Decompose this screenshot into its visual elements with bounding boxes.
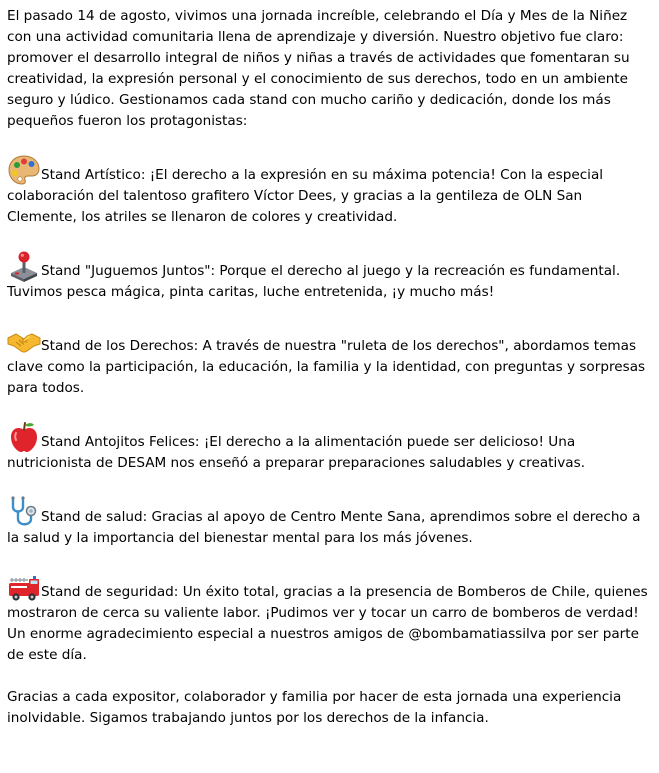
stand-text: Stand Artístico: ¡El derecho a la expresión en su máxima potencia! Con la especial colaboración del talentoso grafitero Víctor Dees, y gracias a la gentileza de OLN San Clemente, los atriles se llenaron de colores y creatividad.: [7, 167, 604, 225]
fire-engine-icon: [7, 570, 41, 604]
stand-artistico: [7, 153, 652, 228]
stand-text: Stand de seguridad: Un éxito total, gracias a la presencia de Bomberos de Chile, quienes mostraron de cerca su valiente labor. ¡Pudimos ver y tocar un carro de bomberos de verdad! Un enorme agradecimiento especial a nuestros amigos de @bombamatiassilva por ser parte de este día.: [7, 584, 648, 663]
spacer: [7, 399, 652, 420]
intro-paragraph: El pasado 14 de agosto, vivimos una jornada increíble, celebrando el Día y Mes de la Niñez con una actividad comunitaria llena de aprendizaje y diversión. Nuestro objetivo fue claro: promover el desarrollo integral de niños y niñas a través de actividades que fomentaran su creatividad, la expresión personal y el conocimiento de sus derechos, todo en un ambiente seguro y lúdico. Gestionamos cada stand con mucho cariño y dedicación, donde los más pequeños fueron los protagonistas:: [7, 8, 630, 129]
handshake-icon: [7, 324, 41, 358]
stand-text: Stand Antojitos Felices: ¡El derecho a la alimentación puede ser delicioso! Una nutricionista de DESAM nos enseñó a preparar preparaciones saludables y creativas.: [7, 434, 586, 471]
stand-antojitos-felices: [7, 420, 652, 474]
red-apple-icon: [7, 420, 41, 454]
spacer: [7, 666, 652, 687]
spacer: [7, 474, 652, 495]
stand-juguemos-juntos: [7, 249, 652, 303]
spacer: [7, 228, 652, 249]
stand-derechos: [7, 324, 652, 399]
stand-salud: [7, 495, 652, 549]
stand-text: Stand de salud: Gracias al apoyo de Centro Mente Sana, aprendimos sobre el derecho a la salud y la importancia del bienestar mental para los más jóvenes.: [7, 509, 641, 546]
spacer: [7, 303, 652, 324]
stand-text: Stand de los Derechos: A través de nuestra "ruleta de los derechos", abordamos temas clave como la participación, la educación, la familia y la identidad, con preguntas y sorpresas para todos.: [7, 338, 646, 396]
stand-seguridad: [7, 570, 652, 666]
stand-text: Stand "Juguemos Juntos": Porque el derecho al juego y la recreación es fundamental. Tuvimos pesca mágica, pinta caritas, luche entretenida, ¡y mucho más!: [7, 263, 621, 300]
spacer: [7, 549, 652, 570]
artist-palette-icon: [7, 153, 41, 187]
closing-paragraph: Gracias a cada expositor, colaborador y familia por hacer de esta jornada una experiencia inolvidable. Sigamos trabajando juntos por los derechos de la infancia.: [7, 689, 622, 726]
stethoscope-icon: [7, 495, 41, 529]
joystick-icon: [7, 249, 41, 283]
spacer: [7, 132, 652, 153]
